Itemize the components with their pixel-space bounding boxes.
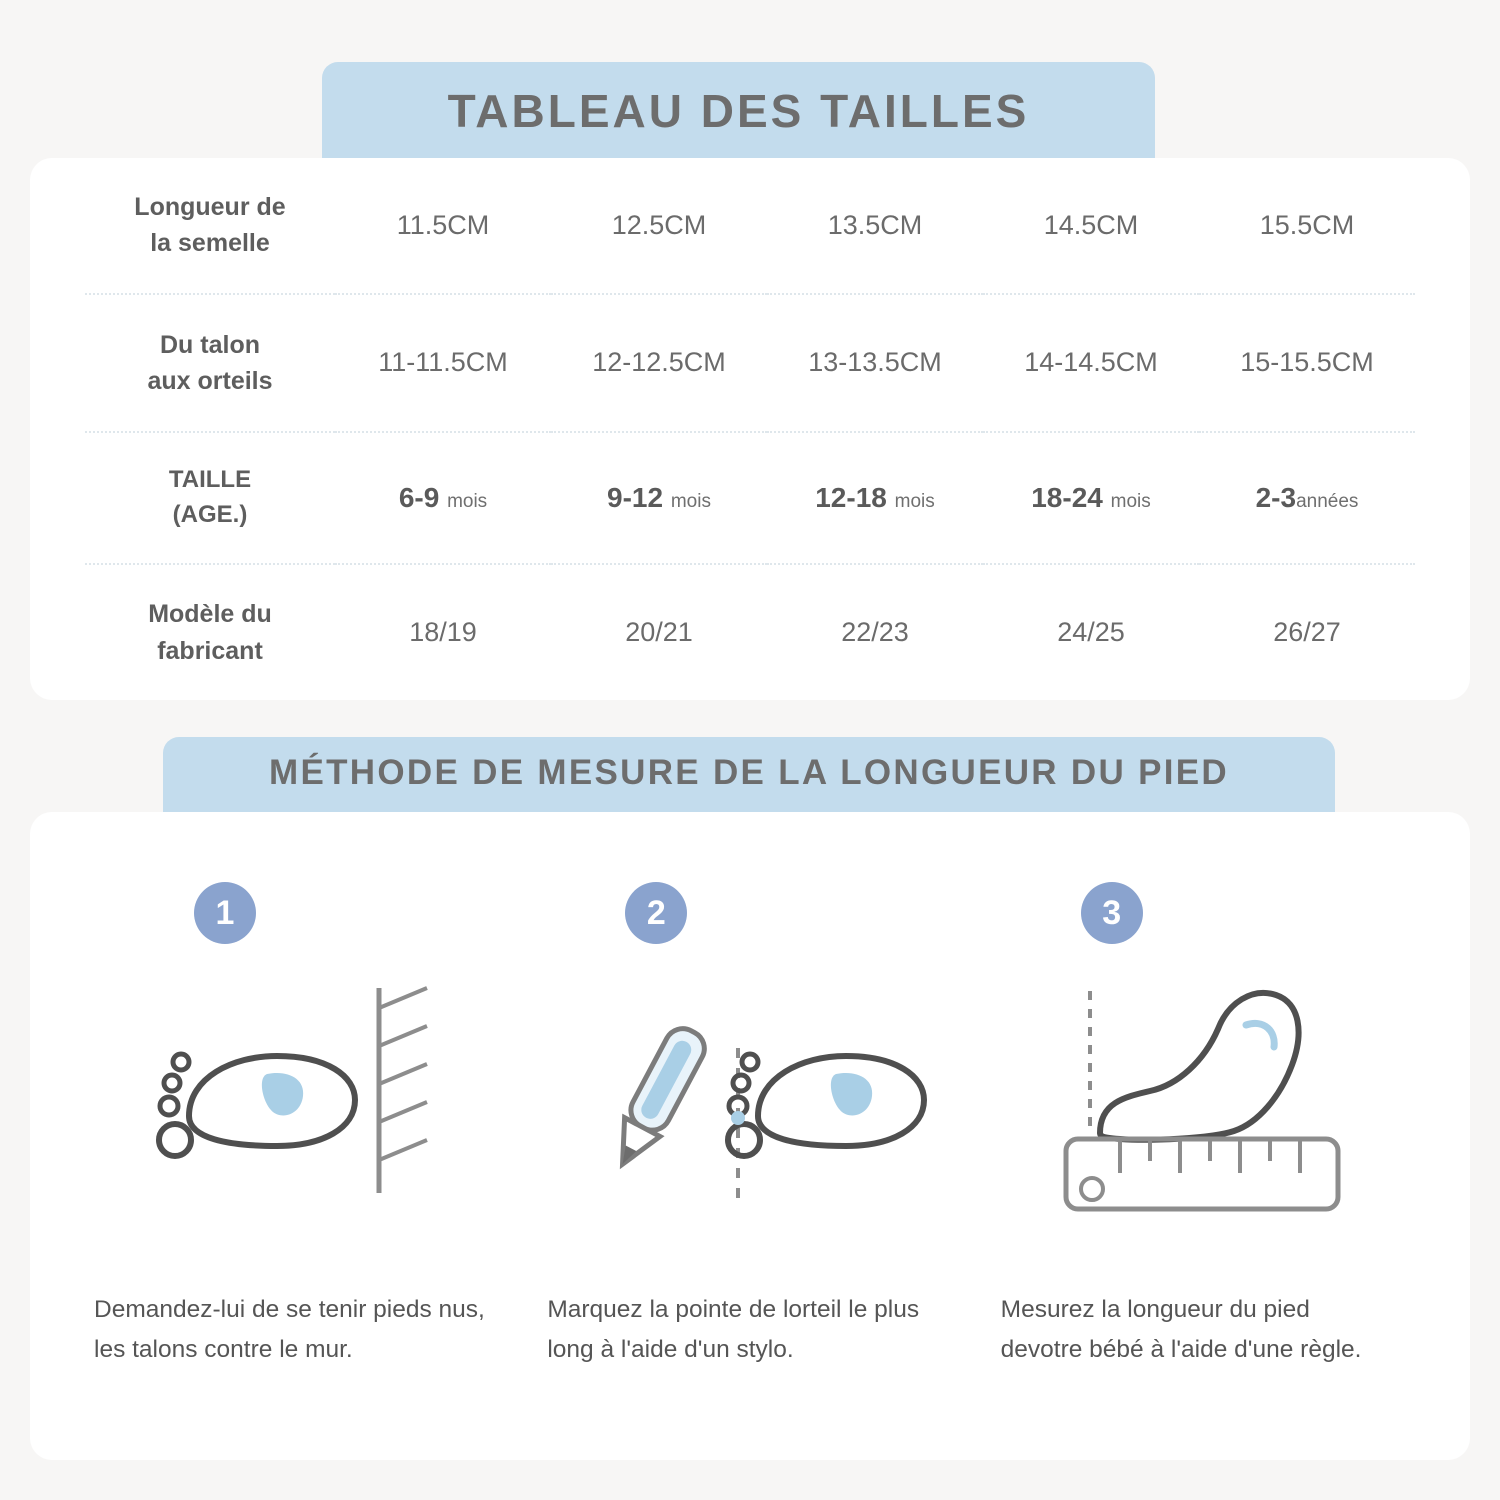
step-1-caption <box>94 1290 499 1371</box>
row-header-age <box>85 432 335 564</box>
measure-method-banner <box>163 737 1335 815</box>
table-cell: 13.5CM <box>827 209 923 240</box>
step-number-badge: 2 <box>625 882 687 944</box>
age-value: 18-24 <box>1031 481 1103 513</box>
row-header-sole-length <box>85 158 335 294</box>
age-value: 12-18 <box>815 481 887 513</box>
table-cell <box>335 432 551 564</box>
pen-marking-toe-icon <box>570 978 930 1228</box>
age-unit: mois <box>1110 490 1151 512</box>
table-row <box>85 432 1415 564</box>
row-header-line1: Longueur de <box>134 193 286 222</box>
size-chart-banner <box>322 62 1155 160</box>
table-cell: 11.5CM <box>396 209 490 240</box>
table-cell <box>551 432 767 564</box>
row-header-line2: fabricant <box>157 636 263 665</box>
age-unit: mois <box>670 490 711 512</box>
step-2-caption-line1: Marquez la pointe de lorteil le plus <box>547 1296 920 1323</box>
table-cell <box>983 432 1199 564</box>
table-cell: 20/21 <box>625 617 693 648</box>
step-3-illustration <box>1001 968 1406 1238</box>
table-cell: 15-15.5CM <box>1240 347 1374 378</box>
foot-against-wall-icon <box>127 978 467 1228</box>
table-cell: 14.5CM <box>1043 209 1139 240</box>
step-1 <box>70 882 523 1410</box>
step-3 <box>977 882 1430 1410</box>
table-cell: 24/25 <box>1057 617 1125 648</box>
step-3-caption-line1: Mesurez la longueur du pied <box>1000 1296 1310 1323</box>
table-cell <box>1199 432 1415 564</box>
row-header-line1: Modèle du <box>148 600 272 629</box>
table-cell: 26/27 <box>1273 617 1341 648</box>
step-1-caption-line1: Demandez-lui de se tenir pieds nus, <box>94 1296 485 1323</box>
row-header-manufacturer-model <box>85 564 335 700</box>
table-row <box>85 158 1415 294</box>
size-table-card <box>30 158 1470 700</box>
step-2-caption <box>547 1290 952 1371</box>
row-header-line1: TAILLE <box>168 466 252 494</box>
row-header-line1: Du talon <box>160 330 260 359</box>
step-3-caption-line2: devotre bébé à l'aide d'une règle. <box>1000 1336 1362 1364</box>
table-cell <box>767 432 983 564</box>
table-row <box>85 294 1415 432</box>
table-cell: 22/23 <box>841 617 909 648</box>
table-cell: 11-11.5CM <box>378 347 508 378</box>
size-table <box>85 158 1415 700</box>
row-header-line2: (AGE.) <box>172 500 248 528</box>
table-row <box>85 564 1415 700</box>
step-3-caption <box>1001 1290 1406 1371</box>
age-unit: années <box>1296 490 1359 512</box>
step-2-illustration <box>547 968 952 1238</box>
age-value: 6-9 <box>398 481 440 513</box>
table-cell: 12.5CM <box>611 209 707 240</box>
age-value: 2-3 <box>1255 481 1297 513</box>
measure-method-title: MÉTHODE DE MESURE DE LA LONGUEUR DU PIED <box>269 753 1229 792</box>
foot-on-ruler-icon <box>1028 973 1378 1233</box>
step-number-badge: 3 <box>1081 882 1143 944</box>
size-chart-title: TABLEAU DES TAILLES <box>447 85 1030 137</box>
table-cell: 12-12.5CM <box>592 347 726 378</box>
table-cell: 14-14.5CM <box>1024 347 1158 378</box>
step-1-caption-line2: les talons contre le mur. <box>94 1336 353 1364</box>
step-2-caption-line2: long à l'aide d'un stylo. <box>547 1336 794 1364</box>
age-value: 9-12 <box>607 481 664 513</box>
table-cell: 15.5CM <box>1259 209 1355 240</box>
age-unit: mois <box>894 490 935 512</box>
step-2 <box>523 882 976 1410</box>
table-cell: 18/19 <box>409 617 477 648</box>
row-header-heel-to-toe <box>85 294 335 432</box>
measure-steps-card <box>30 812 1470 1460</box>
table-cell: 13-13.5CM <box>808 347 942 378</box>
age-unit: mois <box>447 490 488 512</box>
row-header-line2: la semelle <box>150 229 270 258</box>
step-1-illustration <box>94 968 499 1238</box>
step-number-badge: 1 <box>194 882 256 944</box>
steps-container <box>30 812 1470 1460</box>
row-header-line2: aux orteils <box>147 366 273 395</box>
